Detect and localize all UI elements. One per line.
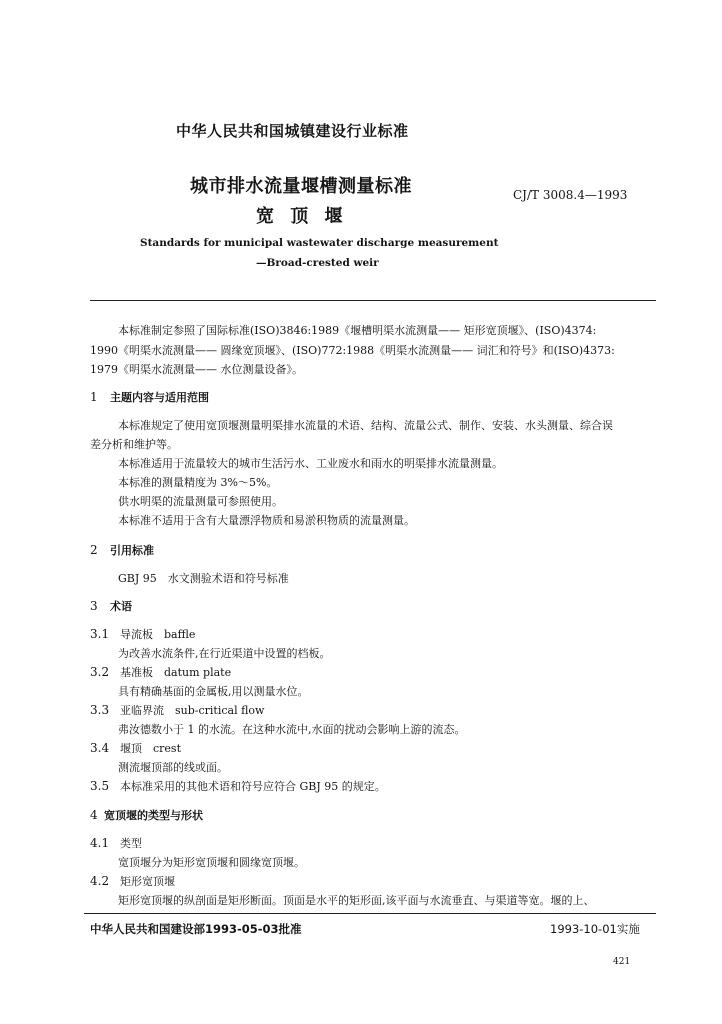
page-number: 421 xyxy=(613,957,631,967)
term: 亚临界流 sub-critical flow xyxy=(120,704,265,717)
header-divider xyxy=(90,300,656,301)
standard-code: CJ/T 3008.4—1993 xyxy=(513,188,628,202)
intro-line: 1990《明渠水流测量—— 圆缘宽顶堰》、(ISO)772:1988《明渠水流测量—— 词汇和符号》和(ISO)4373: xyxy=(90,344,615,357)
section-heading: 宽顶堰的类型与形状 xyxy=(104,809,203,822)
term: 堰顶 crest xyxy=(120,742,181,755)
paragraph: 本标准规定了使用宽顶堰测量明渠排水流量的术语、结构、流量公式、制作、安装、水头测量、综合误 xyxy=(118,419,613,432)
term: 基准板 datum plate xyxy=(120,666,232,679)
org-title: 中华人民共和国城镇建设行业标准 xyxy=(176,122,409,140)
approval-line: 中华人民共和国建设部1993-05-03批准 xyxy=(90,922,302,936)
paragraph: 供水明渠的流量测量可参照使用。 xyxy=(118,495,283,508)
intro-line: 本标准制定参照了国际标准(ISO)3846:1989《堰槽明渠水流测量—— 矩形宽顶堰》、(ISO)4374: xyxy=(118,324,597,337)
document-title: 城市排水流量堰槽测量标准 xyxy=(190,176,412,197)
clause-title: 矩形宽顶堰 xyxy=(120,875,175,888)
document-subtitle: 宽 顶 堰 xyxy=(256,206,343,227)
clause-text: 宽顶堰分为矩形宽顶堰和圆缘宽顶堰。 xyxy=(118,856,305,869)
clause-number: 3.2 xyxy=(90,665,110,679)
clause-text: 矩形宽顶堰的纵剖面是矩形断面。顶面是水平的矩形面,该平面与水流垂直、与渠道等宽。堰的上、 xyxy=(118,894,595,907)
paragraph: 本标准的测量精度为 3%～5%。 xyxy=(118,476,278,489)
clause-number: 4.2 xyxy=(90,874,110,888)
footer-divider xyxy=(84,913,656,914)
clause-number: 4.1 xyxy=(90,836,110,850)
paragraph: 本标准适用于流量较大的城市生活污水、工业废水和雨水的明渠排水流量测量。 xyxy=(118,457,503,470)
english-subtitle: —Broad-crested weir xyxy=(256,257,379,269)
definition: 弗汝德数小于 1 的水流。在这种水流中,水面的扰动会影响上游的流态。 xyxy=(118,723,466,736)
paragraph: 差分析和维护等。 xyxy=(90,438,178,451)
clause-number: 3.3 xyxy=(90,703,110,717)
section-number: 3 xyxy=(90,599,98,613)
section-number: 1 xyxy=(90,390,98,404)
intro-line: 1979《明渠水流测量—— 水位测量设备》。 xyxy=(90,363,303,376)
section-heading: 主题内容与适用范围 xyxy=(110,391,209,404)
definition: 具有精确基面的金属板,用以测量水位。 xyxy=(118,685,309,698)
section-number: 2 xyxy=(90,543,98,557)
implementation-date: 1993-10-01实施 xyxy=(550,922,640,936)
definition: 测流堰顶部的线或面。 xyxy=(118,761,228,774)
clause-number: 3.4 xyxy=(90,741,110,755)
term: 导流板 baffle xyxy=(120,628,196,641)
section-heading: 术语 xyxy=(110,600,132,613)
section-number: 4 xyxy=(90,808,98,822)
clause-number: 3.5 xyxy=(90,779,110,793)
clause-title: 类型 xyxy=(120,837,142,850)
definition: 为改善水流条件,在行近渠道中设置的档板。 xyxy=(118,647,331,660)
clause-number: 3.1 xyxy=(90,627,110,641)
reference-item: GBJ 95 水文测验术语和符号标准 xyxy=(118,572,289,585)
section-heading: 引用标准 xyxy=(110,544,154,557)
paragraph: 本标准不适用于含有大量漂浮物质和易淤积物质的流量测量。 xyxy=(118,514,415,527)
clause-text: 本标准采用的其他术语和符号应符合 GBJ 95 的规定。 xyxy=(120,780,386,793)
english-title: Standards for municipal wastewater discharge measurement xyxy=(140,237,499,249)
